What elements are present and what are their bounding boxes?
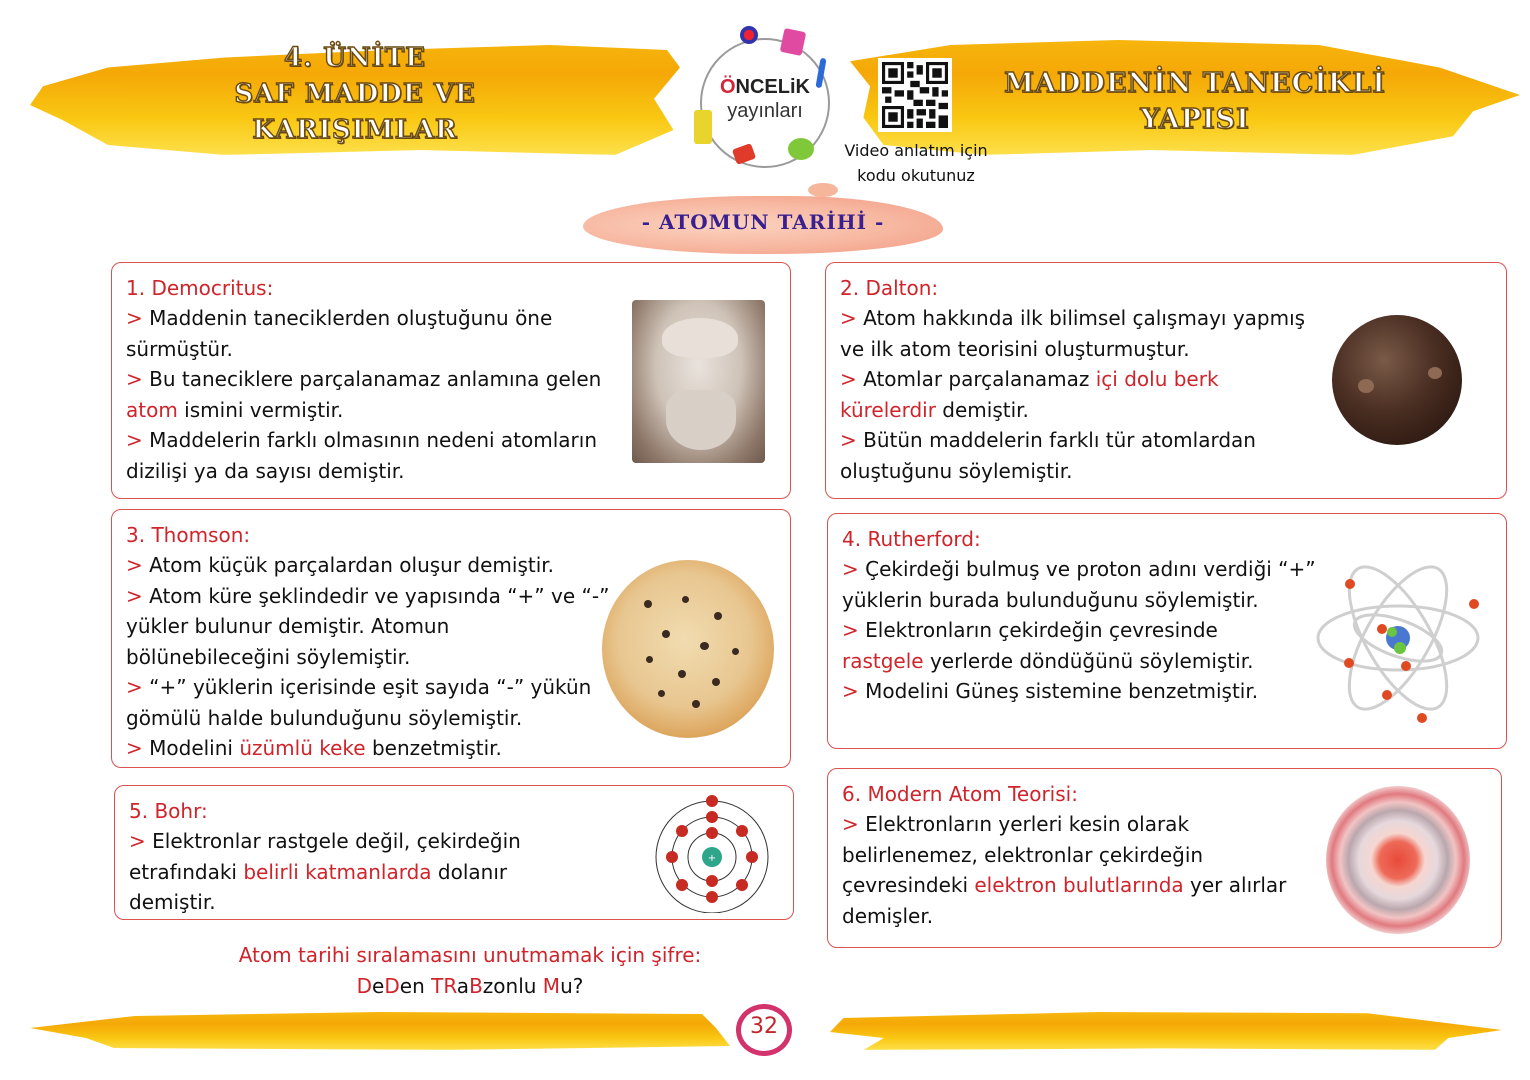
text-segment: Maddenin taneciklerden oluştuğunu öne bbox=[149, 306, 553, 330]
bullet-arrow-icon: > bbox=[842, 557, 866, 581]
logo-brand-top bbox=[690, 76, 840, 99]
text-segment: Modelini Güneş sistemine benzetmiştir. bbox=[865, 679, 1259, 703]
flask-green-icon bbox=[788, 138, 814, 160]
qr-code[interactable] bbox=[878, 58, 952, 132]
text-segment: demiştir. bbox=[935, 397, 1029, 422]
svg-text:+: + bbox=[707, 853, 717, 864]
bullet-arrow-icon: > bbox=[840, 367, 864, 391]
text-segment: Atom küçük parçalardan oluşur demiştir. bbox=[149, 553, 555, 577]
highlight-text: üzümlü keke bbox=[239, 736, 366, 760]
logo-brand-name: NCELiK bbox=[735, 76, 810, 98]
card-title: 6. Modern Atom Teorisi: bbox=[842, 782, 1078, 806]
text-segment: Maddelerin farklı olmasının nedeni atomların bbox=[149, 428, 598, 452]
text-segment: Modelini bbox=[149, 736, 240, 760]
card-title: 2. Dalton: bbox=[840, 276, 939, 300]
qr-caption bbox=[836, 138, 996, 188]
section-title: - ATOMUN TARİHİ - bbox=[641, 210, 885, 234]
bullet-arrow-icon: > bbox=[126, 736, 150, 760]
page-number: 32 bbox=[750, 1014, 778, 1039]
bullet-arrow-icon: > bbox=[842, 618, 866, 642]
bullet-arrow-icon: > bbox=[126, 428, 150, 452]
topic-title-line2: YAPISI bbox=[1140, 104, 1250, 135]
rutherford-atom-image bbox=[1312, 550, 1484, 726]
mnemonic-text: zonlu bbox=[482, 974, 543, 998]
mnemonic-initial: D bbox=[356, 974, 373, 998]
publisher-logo bbox=[690, 18, 840, 168]
text-segment: Atom küre şeklindedir ve yapısında “+” ve “-” bbox=[149, 583, 610, 608]
bullet-arrow-icon: > bbox=[126, 553, 150, 577]
highlight-text: atom bbox=[126, 397, 178, 422]
text-segment: yüklerin burada bulunduğunu söylemiştir. bbox=[842, 587, 1259, 612]
text-segment: Elektronlar rastgele değil, çekirdeğin bbox=[152, 829, 521, 853]
text-segment: ismini vermiştir. bbox=[177, 397, 344, 422]
card-title: 4. Rutherford: bbox=[842, 527, 981, 551]
text-segment: gömülü halde bulunduğunu söylemiştir. bbox=[126, 705, 523, 730]
mnemonic-text: u? bbox=[560, 974, 584, 998]
democritus-bust-image bbox=[632, 300, 765, 463]
bullet-arrow-icon: > bbox=[126, 367, 150, 391]
mnemonic-initial: B bbox=[469, 974, 483, 998]
text-segment: demişler. bbox=[842, 903, 934, 928]
bullet-arrow-icon: > bbox=[842, 679, 866, 703]
bullet-arrow-icon: > bbox=[840, 306, 864, 330]
highlight-text: belirli katmanlarda bbox=[243, 859, 432, 884]
mnemonic-initial: M bbox=[542, 974, 561, 998]
qr-code-icon bbox=[882, 62, 948, 128]
card-title: 1. Democritus: bbox=[126, 276, 274, 300]
highlight-text: içi dolu berk bbox=[1095, 367, 1219, 391]
text-segment: Atomlar parçalanamaz bbox=[863, 367, 1096, 391]
text-segment: Atom hakkında ilk bilimsel çalışmayı yapmış bbox=[863, 306, 1306, 330]
mnemonic-intro: Atom tarihi sıralamasını unutmamak için şifre: bbox=[238, 943, 702, 967]
bullet-arrow-icon: > bbox=[126, 583, 150, 608]
text-segment: dolanır bbox=[431, 859, 508, 884]
banner-decoration bbox=[808, 183, 838, 197]
highlight-text: elektron bulutlarında bbox=[974, 873, 1184, 897]
text-segment: yerlerde döndüğünü söylemiştir. bbox=[923, 648, 1254, 673]
text-segment: sürmüştür. bbox=[126, 336, 233, 361]
bullet-arrow-icon: > bbox=[126, 306, 150, 330]
text-segment: dizilişi ya da sayısı demiştir. bbox=[126, 458, 405, 483]
unit-title bbox=[200, 40, 510, 148]
mnemonic-note bbox=[150, 940, 790, 1002]
topic-title-line1: MADDENİN TANECİKLİ bbox=[1004, 68, 1386, 99]
card-title: 5. Bohr: bbox=[129, 799, 208, 823]
card-title: 3. Thomson: bbox=[126, 523, 251, 547]
unit-title-line3: KARIŞIMLAR bbox=[252, 115, 458, 145]
text-segment: demiştir. bbox=[129, 890, 216, 914]
qr-caption-line2: kodu okutunuz bbox=[857, 166, 975, 185]
qr-caption-line1: Video anlatım için bbox=[844, 141, 988, 160]
electron-cloud-image bbox=[1326, 786, 1470, 934]
unit-title-line1: 4. ÜNİTE bbox=[284, 43, 426, 73]
text-segment: Bütün maddelerin farklı tür atomlardan bbox=[863, 428, 1256, 452]
mnemonic-initial: D bbox=[384, 974, 400, 998]
text-segment: Bu taneciklere parçalanamaz anlamına gelen bbox=[149, 367, 602, 391]
text-segment: Elektronların yerleri kesin olarak bbox=[865, 812, 1190, 836]
logo-brand-sub: yayınları bbox=[727, 100, 803, 122]
bullet-arrow-icon: > bbox=[129, 829, 153, 853]
text-segment: “+” yüklerin içerisinde eşit sayıda “-” yükün bbox=[149, 675, 592, 699]
highlight-text: kürelerdir bbox=[840, 397, 936, 422]
mnemonic-text: e bbox=[372, 974, 385, 998]
text-segment: oluştuğunu söylemiştir. bbox=[840, 458, 1073, 483]
bullet-arrow-icon: > bbox=[840, 428, 864, 452]
unit-title-line2: SAF MADDE VE bbox=[234, 79, 476, 109]
mnemonic-text: en bbox=[399, 974, 432, 998]
text-segment: yer alırlar bbox=[1183, 873, 1287, 897]
page-number-badge bbox=[732, 1000, 796, 1060]
text-segment: belirlenemez, elektronlar çekirdeğin bbox=[842, 842, 1204, 867]
text-segment: Çekirdeği bulmuş ve proton adını verdiği “+” bbox=[865, 557, 1316, 581]
text-segment: çevresindeki bbox=[842, 873, 975, 897]
text-segment: benzetmiştir. bbox=[365, 736, 502, 760]
mnemonic-initial: TR bbox=[431, 974, 457, 998]
atom-icon bbox=[740, 26, 758, 44]
logo-o-mark: Ö bbox=[719, 76, 736, 98]
bullet-arrow-icon: > bbox=[842, 812, 866, 836]
text-segment: etrafındaki bbox=[129, 859, 244, 884]
dalton-sphere-image bbox=[1332, 315, 1462, 445]
footer-brush-right bbox=[830, 1010, 1502, 1050]
mnemonic-text: a bbox=[456, 974, 470, 998]
mnemonic-phrase bbox=[150, 971, 790, 1002]
bullet-arrow-icon: > bbox=[126, 675, 150, 699]
text-segment: yükler bulunur demiştir. Atomun bbox=[126, 614, 450, 638]
topic-title bbox=[985, 66, 1405, 138]
card-line bbox=[840, 456, 1492, 487]
highlight-text: rastgele bbox=[842, 648, 924, 673]
bohr-atom-image bbox=[652, 793, 772, 913]
footer-brush-left bbox=[30, 1010, 730, 1050]
raisin-cake-image bbox=[602, 560, 774, 738]
text-segment: Elektronların çekirdeğin çevresinde bbox=[865, 618, 1218, 642]
text-segment: bölünebileceğini söylemiştir. bbox=[126, 644, 411, 669]
text-segment: ve ilk atom teorisini oluşturmuştur. bbox=[840, 336, 1190, 361]
